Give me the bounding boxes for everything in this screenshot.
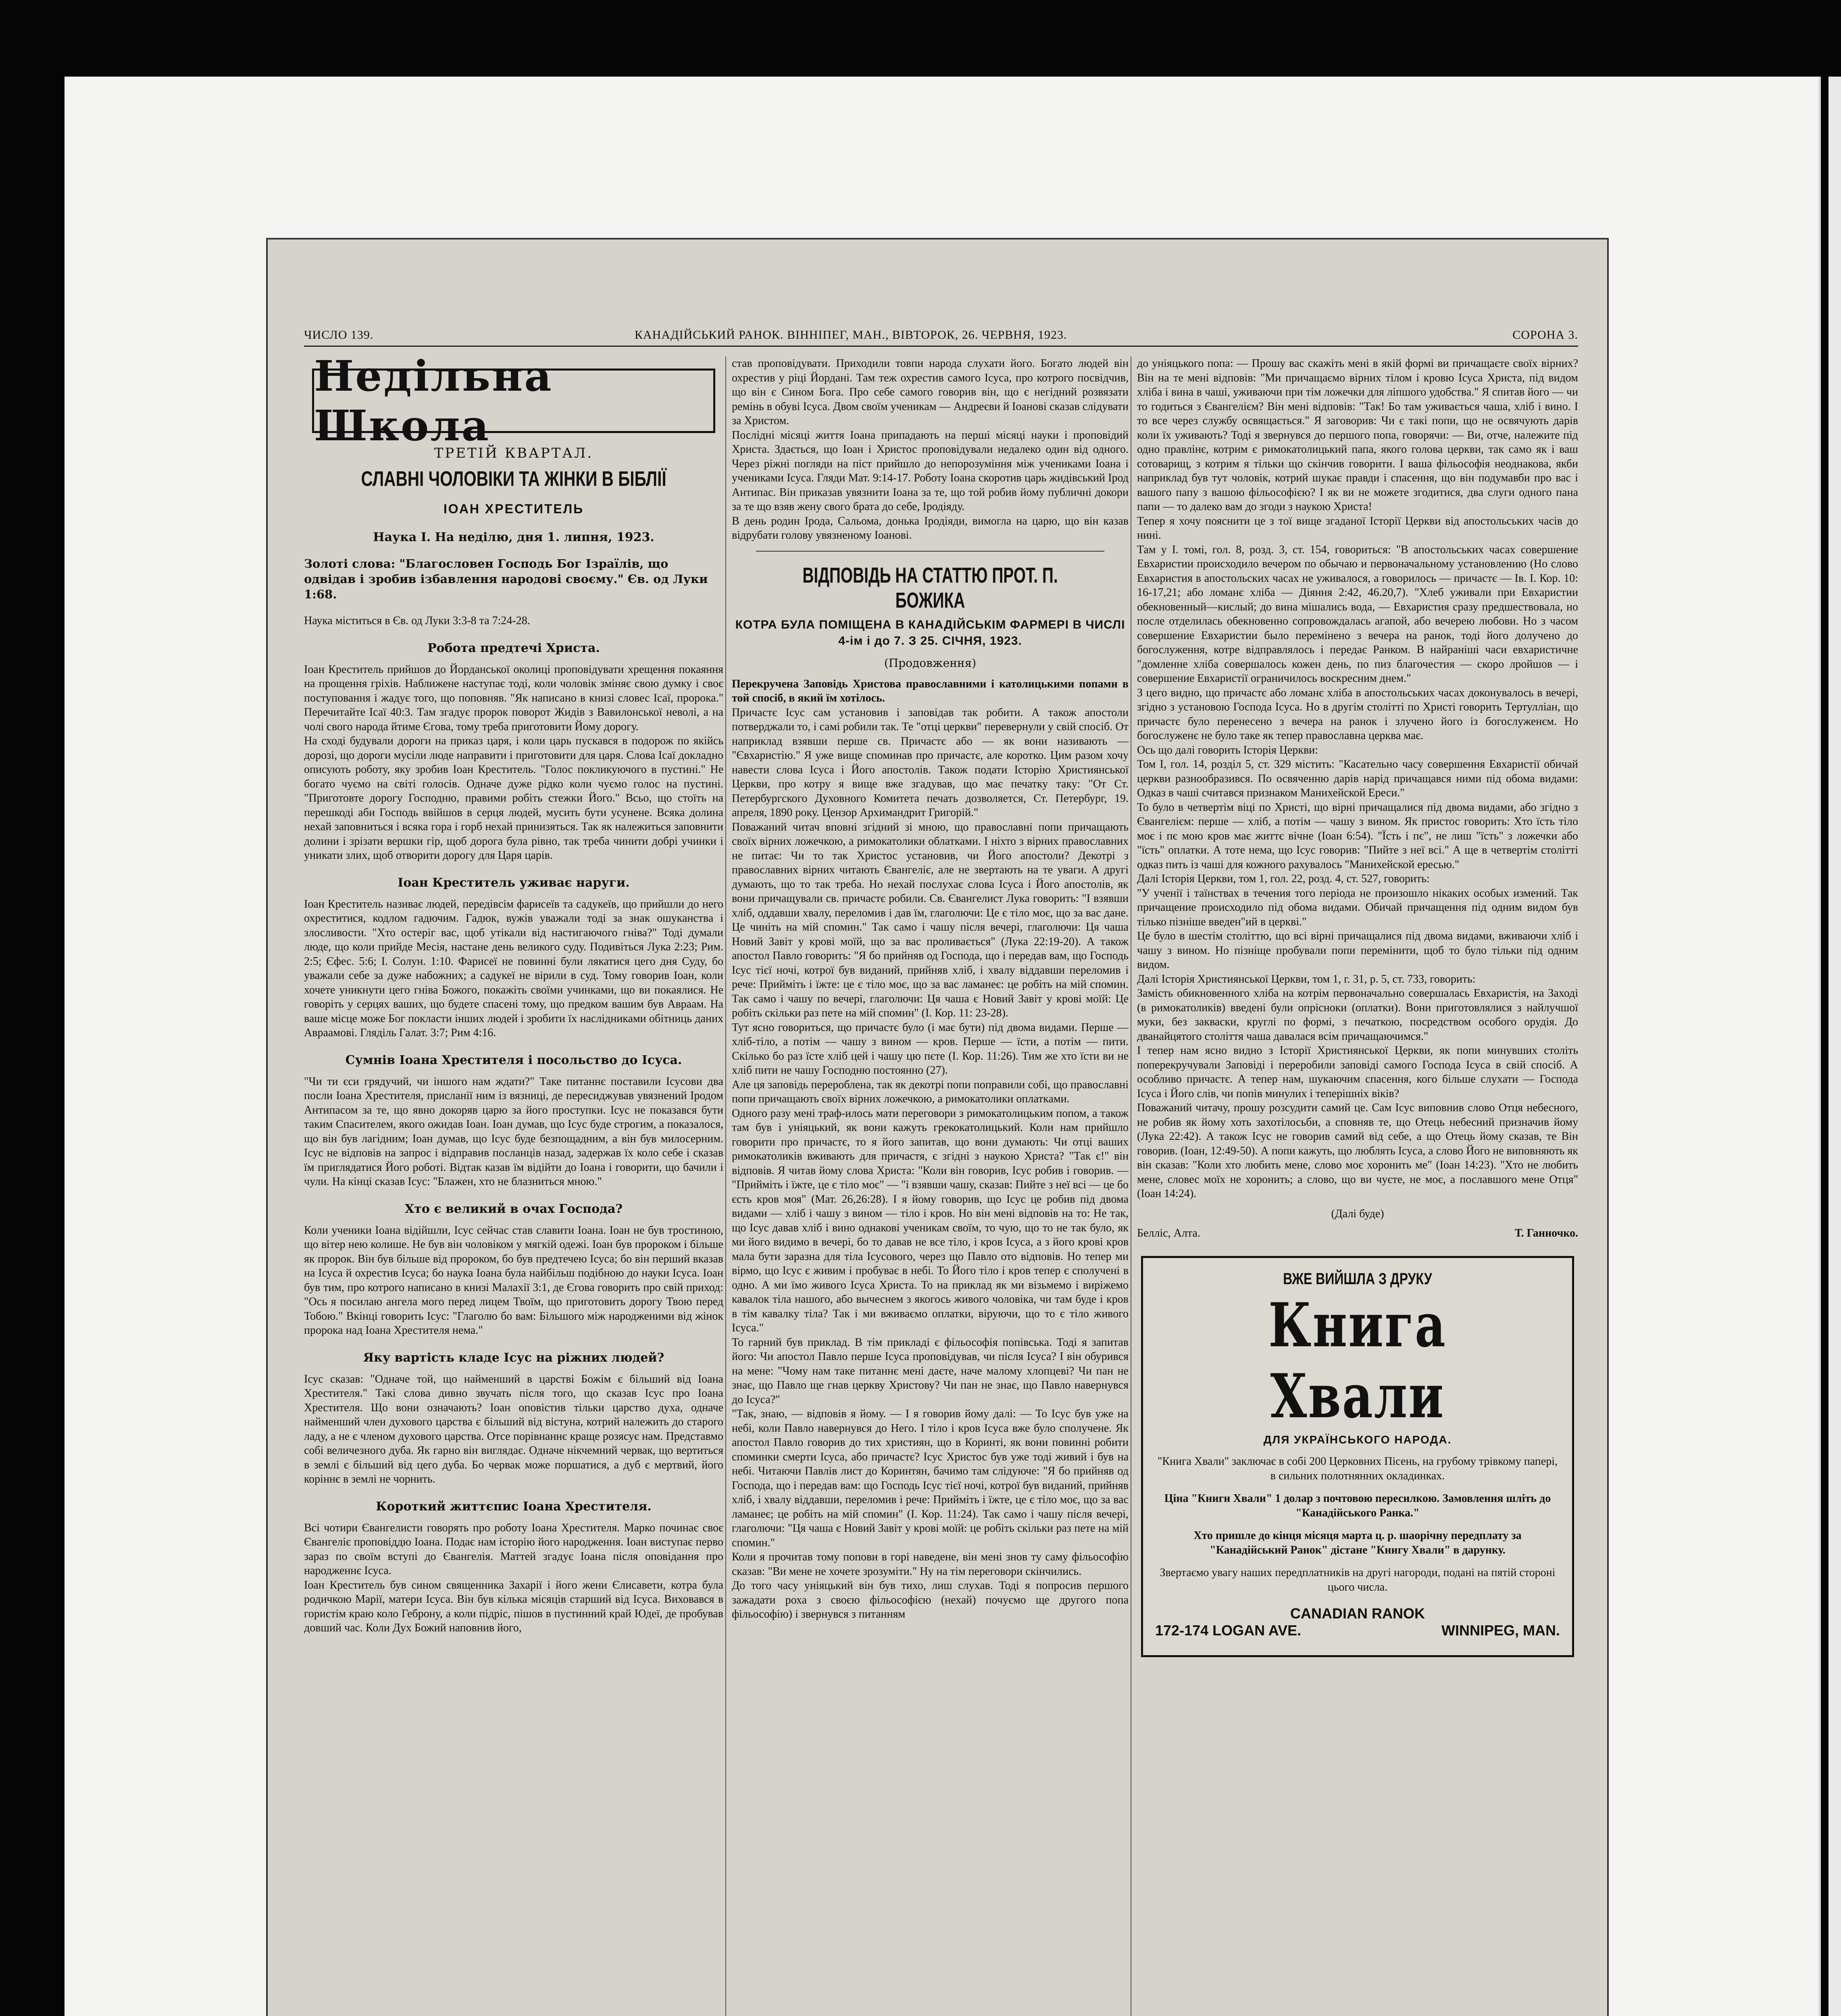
bold-intro: Перекручена Заповідь Христова православними і католицькими попами в той спосіб, в який їм хотілось. (732, 677, 1129, 704)
paragraph: Поважаний читачу, прошу розсудити самий це. Сам Ісус виповнив слово Отця небесного, не робив як йому хоть захотілосьби, а сповняв те, що Отець небесний призначив йому (Лука 22:42). А також Ісус не говорив самий від себе, а що Отець йому сказав, те Він говорив. (Іоан, 12:49-50). А попи кажуть, що люблять Ісуса, а слово Його не виповняють як він сказав: "Коли хто любить мене, слово моє хоронить ме" (Іоан 14:23). "Хто не любить мене, словес моїх не хоронить; а слово, що ви чуєте, не моє, а пославшого мене Отця" (Іоан 14:24). (1137, 1102, 1578, 1200)
ad-address (1155, 1605, 1560, 1639)
newspaper-page (266, 238, 1609, 2016)
to-be-continued: (Далі буде) (1331, 1207, 1384, 1220)
quarter-label: ТРЕТІЙ КВАРТАЛ. (434, 445, 594, 461)
section-title: Хто є великий в очах Господа? (405, 1202, 623, 1216)
page-header (304, 324, 1578, 347)
paragraph: "У ученії і таїнствах в течения того періода не произошло нікаких особых измений. Так причащение происходило під обома видами. Обичай причащення під одним видом був тілько пізніше введен"ий в церкві." (1137, 887, 1578, 928)
paragraph: В день родин Ірода, Сальома, донька Іродіяди, вимогла на царю, що він казав відрубати голову увязненому Іоанові. (732, 514, 1129, 541)
paragraph: Коли я прочитав тому попови в горі наведене, він мені знов ту саму фільософію сказав: "Ви мене не хочете зрозуміти." Ну на тім переговори скінчились. (732, 1551, 1129, 1578)
column-sunday-school (304, 356, 723, 2016)
column-reply-article (725, 356, 1129, 2016)
paragraph: Там у І. томі, гол. 8, розд. 3, ст. 154, говориться: "В апостольських часах совершение Евхаристии происходило вечером по обычаю и первоначальному установлению (Но слово Евхаристия в апостольских часах не уживалося, а говорилось — причастє — Ів. І. Кор. 10: 16-17,21; або ломанє хліба — Діяння 2:42, 46.20,7). "Хлеб уживали при Евхаристии обекновенный—кислый; до вина мішались вода, — Евхаристия сразу предшествовала, но после отделилась обекновенно сопровождалась агапой, або вечерею любови. Но з часом совершение Евхаристии было перемінено з вечера на ранок, тоді його долучено до богослуження, котре відправлялось і передає Ранком. В найраніші часи евхаристичне "домленне хліба совершалось кожен день, по пиз благочестия — скоро лройшов — і совершение Евхаристії ограничилось воскресним днем." (1137, 543, 1578, 685)
paragraph: Далі Історія Християнської Церкви, том 1, г. 31, р. 5, ст. 733, говорить: (1137, 973, 1476, 985)
lesson-date: Наука І. На неділю, дня 1. липня, 1923. (373, 530, 654, 544)
book-advertisement (1141, 1256, 1574, 1657)
paragraph: Тепер я хочу пояснити це з тої вище згаданої Історії Церкви від апостольських часів до нині. (1137, 514, 1578, 541)
column-reply-continued (1131, 356, 1578, 2016)
paragraph: Але ця заповідь перероблена, так як декотрі попи поправили собі, що православні попи причащають своїх вірних ложечкою, а римокатолики оплатками. (732, 1078, 1129, 1105)
article-signoff (1137, 1227, 1578, 1240)
ad-price: Ціна "Книги Хвали" 1 долар з почтовою пересилкою. Замовлення шліть до "Канадійського Ранка." (1164, 1492, 1551, 1519)
paragraph: До того часу уніяцький він був тихо, лиш слухав. Тоді я попросив першого зажадати роха з своєю фільософією (нехай) почуємо ще другого попа фільософію) і звернувся з питанням (732, 1579, 1129, 1620)
section-title: Робота предтечі Христа. (427, 641, 600, 655)
paragraph: Іоан Креститель був сином священника Захарії і його жени Єлисавети, котра була родичкою Марії, матери Ісуса. Він був кілька місяців старший від Ісуса. Виховався в гористім краю коло Геброну, а коли підріс, пішов в пустинний край Юдеї, де пробував довший час. Коли Дух Божий наповнив його, (304, 1579, 723, 1634)
issue-number: ЧИСЛО 139. (304, 328, 374, 342)
section-title: Сумнів Іоана Хрестителя і посольство до Ісуса. (345, 1053, 682, 1067)
paragraph: став проповідувати. Приходили товпи народа слухати його. Богато людей він охрестив у ріці Йордані. Там теж охрестив самого Ісуса, про котрого посвідчив, що він є Сином Бога. Про себе самого говорив він, що є негідний розвязати ремінь в обуві Ісуса. Двом своїм ученикам — Андреєви й Іоанові сказав слідувати за Христом. (732, 357, 1129, 427)
page-number: СОРОНА 3. (1512, 328, 1578, 342)
paragraph: З цего видно, що причастє або ломанє хліба в апостольських часах доконувалось в вечері, згідно з установою Господа Ісуса. Но в другім столітті по Христі говорить Тертулліан, що причастє було перенесено з вечера на ранок і злучено його із богослуженєм. Но богослуженє не було таке як тепер православна церква має. (1137, 686, 1578, 742)
ad-street: 172-174 LOGAN AVE. (1155, 1622, 1302, 1639)
paragraph: Іоан Креститель називає людей, передівсім фарисеїв та садукеїв, що прийшли до него охреститися, кодлом гадючим. Гадюк, вужів уважали тоді за знак ошуканства і злосливости. "Хто остеріг вас, щоб утікали від настигаючого гніва?" Тоді думали люде, що коли прийде Месія, настане день великого суду. Подивіться Лука 2:23; Рим. 2:5; Єфес. 5:6; І. Солун. 1:10. Фарисеї не повинні були лякатися цего дня Суду, бо уважали себе за дуже набожних; а садукеї не вірили в суд. Тому говорив Іоан, коли хочете уникнути цего гніва Божого, покажіть своїми учинками, що ви покаялися. Не говоріть у серцях ваших, що будете спасені тому, що предком вашим був Авраам. На ваше місце може Бог покласти інших людей і зробити їх наслідниками обітниць даних Авраамові. Гляділь Галат. 3:7; Рим 4:16. (304, 898, 723, 1039)
paragraph: Тут ясно говориться, що причастє було (і має бути) під двома видами. Перше — хліб-тіло, а потім — чашу з вином — кров. Перше — їсти, а потім — пити. Скілько бо раз їсте хліб цей і чашу цю пєте (І. Кор. 11:26). Тим же хто їсти ви не хліб пити не чашу Господню постоянно (27). (732, 1021, 1129, 1077)
paragraph: Ісус сказав: "Одначе той, що найменший в царстві Божім є більший від Іоана Хрестителя." Такі слова дивно звучать після того, що сказав Ісус про Іоана Хрестителя. Що вони означають? Іоан оповістив тільки царство духа, одначе найменший член духового царства є більший від вістуна, котрий належить до старого ладу, а не є членом духового царства. Отсе порівнаннє краще розясує нам. Представмо собі величезного дуба. Як гарно він виглядає. Одначе нікчемний червак, що вертиться в землі є більший від цего дуба. Бо червак може поршатися, а дуб є мертвий, його коріннє в землі не чорнить. (304, 1372, 723, 1485)
ad-pre-title: ВЖЕ ВИЙШЛА З ДРУКУ (1283, 1270, 1432, 1288)
section-title: Короткий життєпис Іоана Хрестителя. (376, 1499, 652, 1514)
paragraph: І тепер нам ясно видно з Історії Християнської Церкви, як попи минувших століть поперекручували Заповіді і переробили заповіді самого Господа Ісуса в свій спосіб. А особливо причастє. А тепер нам, шукаючим спасення, кого більше слухати — Господа Ісуса і Його слів, чи попів минулих і теперішніх віків? (1137, 1044, 1578, 1100)
paragraph: Це було в шестім століттю, що всі вірні причащалися під двома видами, вживаючи хліб і чашу з вином. Но пізніще пробували попи перемінити, щоб то було тільки під одним видом. (1137, 930, 1578, 971)
paragraph: Послідні місяці життя Іоана припадають на перші місяці науки і проповідий Христа. Здається, що Іоан і Христос проповідували недалеко один від одного. Через ріжні погляди на піст прийшло до непорозуміння між учениками Іоана і учениками Ісуса. Гляди Мат. 9:14-17. Роботу Іоана скоротив царь жидівський Ірод Антипас. Він приказав увязнити Іоана за те, що той робив йому публичні докори за те що взяв жену свого брата до себе, Іродіяду. (732, 429, 1129, 513)
lesson-series-headline: СЛАВНІ ЧОЛОВІКИ ТА ЖІНКИ В БІБЛІЇ (361, 467, 666, 491)
author-name: Т. Ганночко. (1514, 1227, 1578, 1239)
paragraph: Коли ученики Іоана відійшли, Ісус сейчас став славити Іоана. Іоан не був тростиною, що вітер нею колише. Не був він чоловіком у мягкій одежі. Іоан був пророком і більше як пророк. Він був більше від пророком, бо був предтечею Ісуса; бо він перший вказав на Ісуса й охрестив Ісуса; бо наука Іоана була найбільш подібною до науки Ісуса. Іоан був тим, про котрого написано в книзі Малахії 3:1, де Єгова говорить про свій приход: "Ось я посилаю ангела мого перед лицем Твоїм, що приготовить дорогу Твою перед Тобою." Вкінці говорить Ісус: "Глаголю бо вам: Більшого між народженими від жінок пророка над Іоана Хрестителя нема." (304, 1224, 723, 1337)
sunday-school-masthead: Недільна Школа (312, 369, 715, 433)
continuation-note: (Продовження) (884, 656, 977, 670)
paragraph: "Так, знаю, — відповів я йому. — І я говорив йому далі: — То Ісус був уже на небі, коли Павло навернувся до Него. І тіло і кров Ісуса вже було сполучене. Як апостол Павло говорив до тих християн, що в Коринті, як вони повинні робити споминки смерти Ісуса, або причастє? Ісус Христос був уже тоді живий і був на небі. Читаючи Павлів лист до Коринтян, бачимо там слідуюче: "Я бо прийняв од Господа, що і передав вам: що Господь Ісус тієї ночі, котрої був виданий, прийняв хліб, і хвалу віддавши, переломив і рече: Прийміть і їжте, це є тіло моє, що за вас ламанеє; це робіть на мій спомин" (І. Кор. 11:24). Так само і чашу після вечері, глаголючи: "Ця чаша є Новий Завіт у крові моїй: це робіть скільки раз пете на мій спомин." (732, 1408, 1129, 1549)
reply-headline: ВІДПОВІДЬ НА СТАТТЮ ПРОТ. П. БОЖИКА (802, 563, 1058, 612)
ad-city: WINNIPEG, MAN. (1441, 1622, 1560, 1639)
paragraph: То гарний був приклад. В тім прикладі є фільософія попівська. Тоді я запитав його: Чи апостол Павло перше Ісуса проповідував, чи після Ісуса? І він обурився на мене: "Чому нам таке питаннє мені даєте, наче малому хлопцеві? Чи пан не знає, що Павло ще гнав церкву Христову? Чи пан не знає, що Павло навернувся до Ісуса?" (732, 1336, 1129, 1406)
paragraph: Причастє Ісус сам установив і заповідав так робити. А також апостоли потверджали то, і самі робили так. Те "отці церкви" перевернули у свій спосіб. От наприклад взявши перше св. Причастє або — як вони називають — "Євхаристію." Я уже вище споминав про причастє, але коротко. Цим разом хочу навести слова Ісуса і Його апостолів. Також подати Історію Християнської Церкви, про котру я вище вже згадував, що має печатку таку: "От Ст. Петербургского Духовного Комитета печать дозволяется, Ст. Петербург, 19. апреля, 1890 року. Цензор Архимандрит Григорій." (732, 706, 1129, 819)
ad-subtitle: ДЛЯ УКРАЇНСЬКОГО НАРОДА. (1263, 1433, 1452, 1446)
reply-subheadline: КОТРА БУЛА ПОМІЩЕНА В КАНАДІЙСЬКІМ ФАРМЕРІ В ЧИСЛІ 4-ім і до 7. З 25. СІЧНЯ, 1923. (735, 618, 1125, 648)
paragraph: до уніяцького попа: — Прошу вас скажіть мені в якій формі ви причащаєте своїх вірних? Він на те мені відповів: "Ми причащаємо вірних тілом і кровю Ісуса Христа, під видом хліба і вина в чаші, уживаючи при тім ложечки для ліпшого удобства." Я спитав його — чи то годиться з Євангелієм? Він мені відповів: "Так! Бо там уживається чаша, хліб і вино. І то все через службу освящається." Я заговорив: Чи є такі попи, що не освячують дарів коли їх уживають? Тоді я звернувся до першого попа, говорячи: — Ви, отче, належите під одно правлінє, котрим є римокатолицький папа, якого голова церкви, так само як і ваш сотоварищ, з котрим я тільки що скінчив говорити. І ваша фільософія неоднакова, якби наприклад був тут чоловік, котрий шукає правди і спасення, що він подумавби про вас і вашого папу з вашою фільософією? І як ви не можете згодитися, два слуги одного пана папи — то далеко вам до згоди з наукою Христа! (1137, 357, 1578, 513)
paragraph: Одного разу мені траф-илось мати переговори з римокатолицьким попом, а також там був і уніяцький, як вони кажуть грекокатолицький. Коли нам прийшло говорити про причастє, то я його запитав, що вони думають: Чи отці ваших римокатоликів вживають для причастя, є згідні з наукою Христа? "Так є!" він відповів. Я читав йому слова Христа: "Коли він говорив, Ісус робив і говорив. — "Прийміть і їжте, це є тіло моє" — "і взявши чашу, сказав: Пийте з неї всі — це бо єсть кров моя" (Мат. 26,26:28). І я йому говорив, що Ісус це робив під двома видами — хліб і чашу з вином — тіло і кров. Но він мені відповів на то: Не так, що Ісус давав хліб і вино однакові ученикам своїм, то чую, що то не так було, як ми його видимо в вечері, бо то давав не все тіло, і кров Ісуса, а з його крові кров мала бути заразна для тіла Ісусового, через що Павло ото відповів. Но тепер ми вірмо, що Ісус є живим і пробуває в небі. То Його тіло і кров тепер є сполучені в одно. А ми їмо живого Ісуса Христа. То на приклад як ми візьмемо і виріжемо кавалок тіла нашого, або вычеснем з якогось живого чоловіка, чи там буде і кров в тім кавалку тіла? Так і ми вживаємо оплатки, віруючи, що то є тіло живого Ісуса." (732, 1107, 1129, 1334)
paragraph: Поважаний читач вповні згідний зі мною, що православні попи причащають своїх вірних ложечкою, а римокатолики облатками. І ніхто з вірних православних не питає: Чи то так Христос установив, чи Його апостоли? Декотрі з православних вірних читають Євангеліє, але не звертають на те уваги. А другі думають, що то так треба. Но нехай послухає слова Ісуса і Його апостолів, як вони причащували св. причастє робили. Св. Євангелист Лука говорить: "І взявши хліб, оддавши хвалу, переломив і дав їм, глаголючи: Це є тіло моє, що за вас дане. Це чиніть на мій спомин." Так само і чашу після вечері, глаголючи: Ця чаша Новий Завіт у крові моїй, що за вас проливається" (Лука 22:19-20). А також апостол Павло говорить: "Я бо прийняв од Господа, що і передав вам, що Господь Ісус тієї ночі, котрої був виданий, прийняв хліб, і хвалу віддавши переломив і рече: Прийміть і їжте: це є тіло моє, що за вас ламанеє: це робіть на мій спомин. Так само і чашу по вечері, глаголючи: Ця чаша є Новий Завіт у крові моїй: Це робіть скільки раз пете на мій спомин" (І. Кор. 11: 23-28). (732, 821, 1129, 1019)
scripture-reference: Наука міститься в Єв. од Луки 3:3-8 та 7:24-28. (304, 614, 530, 627)
film-edge (1829, 77, 1841, 2016)
lesson-subject: ІОАН ХРЕСТИТЕЛЬ (443, 502, 584, 516)
paragraph: Том І, гол. 14, розділ 5, ст. 329 містить: "Касательно часу совершення Евхаристії обичай церкви разнообразився. По освяченню дарів нарід причащався ними під обома видами: Одказ в чаші считався признаком Манихейской Ереси." (1137, 758, 1578, 799)
paragraph: Всі чотири Євангелисти говорять про роботу Іоана Хрестителя. Марко починає своє Євангеліє проповіддю Іоана. Подає нам історію його народження. Іоан виступає перво зараз по своїм вступі до Євангелія. Маттей згадує Іоана після оповідання про народженнє Ісуса. (304, 1521, 723, 1577)
newspaper-dateline: КАНАДІЙСЬКИЙ РАНОК. ВІННІПЕГ, МАН., ВІВТОРОК, 26. ЧЕРВНЯ, 1923. (635, 328, 1067, 342)
ad-publisher: CANADIAN RANOK (1290, 1605, 1425, 1622)
ad-note: Звертаємо увагу наших передплатників на другі нагороди, подані на пятій стороні цього числа. (1160, 1566, 1556, 1593)
golden-words: Золоті слова: "Благословен Господь Бог Ізраїлів, що одвідав і зробив ізбавлення народові своєму." Єв. од Луки 1:68. (304, 557, 708, 601)
header-rule (304, 346, 1578, 347)
section-title: Яку вартість кладе Ісус на ріжних людей? (363, 1350, 664, 1365)
paragraph: То було в четвертім віці по Христі, що вірні причащалися під двома видами, або згідно з Євангелієм: перше — хліб, а потім — чашу з вином. Як пристос говорить: Хто їсть тіло моє і пє мою кров має життє вічне (Іоан 6:54). "Їсть і пє", не лиш "їсть" з ложечки або "їсть" оплатки. А тоте нема, що Ісус говорив: "Пийте з неї всі." А ще в четвертім столітті одказ пить із чаші для кожного рахувалось "Манихейской ересью." (1137, 801, 1578, 871)
paragraph: На сході будували дороги на приказ царя, і коли царь пускався в подорож по якійсь дорозі, що дороги мусіли люде направити і приготовити для царя. Слова Ісаї докладно описують роботу, яку зробив Іоан Креститель. "Голос покликуючого в пустині." Не богато чуємо на світі голосів. Одначе дуже рідко коли чуємо голос на пустині. "Приготовте дорогу Господню, правими робіть стежки Його." Всьо, що стоїть на перешкоді аби Господь ввійшов в серця людей, мусить бути усунене. Всяка долина нехай заповниться і всяка гора і горб нехай принизяться. Так як належиться заповнити долини і зрізати вершки гір, щоб дорога була рівно, так треба чинити добрі учинки і уникати злих, щоб отворити дорогу для Царя царів. (304, 735, 723, 862)
ad-offer: Хто пришле до кінця місяця марта ц. р. шаорічну передплату за "Канадійський Ранок" дістане "Книгу Хвали" в дарунку. (1193, 1529, 1522, 1556)
ad-description: "Книга Хвали" заключає в собі 200 Церковних Пісень, на грубому трівкому папері, в сильних полотнянних окладинках. (1158, 1455, 1558, 1482)
section-title: Іоан Креститель уживає наруги. (398, 875, 630, 890)
author-place: Белліс, Алта. (1137, 1227, 1200, 1239)
paragraph: Іоан Креститель прийшов до Йорданської околиці проповідувати хрещення покаяння на прощення гріхів. Наближене наступає тоді, коли чоловік зміняє свою думку і своє поступовання і жадує того, що поповняв. "Як написано в книзі словес Ісаї, пророка." Перечитайте Ісаї 40:3. Там згадує пророк поворот Жидів з Вавилонської неволі, а на чолі свого народа йтиме Єгова, тому треба приготовити Йому дорогу. (304, 663, 723, 733)
divider (756, 551, 1104, 552)
paragraph: Далі Історія Церкви, том 1, гол. 22, розд. 4, ст. 527, говорить: (1137, 873, 1430, 885)
paragraph: "Чи ти єси грядучий, чи іншого нам ждати?" Таке питаннє поставили Ісусови два посли Іоана Хрестителя, присланії ним із вязниці, де пересиджував увязнений Іродом Антипасом за те, що явно докоряв царю за його проступки. Ісус не показався бути таким Спасителем, якого ожидав Іоан. Іоан думав, що Ісус буде строгим, а показалося, що він був лагідним; Іоан думав, що Ісус буде безпощадним, а він був милосерним. Ісус не відповів на запрос і відправив посланців назад, задержав їх коло себе і сказав їм приглядатися Його роботі. Відтак казав їм відійти до Іоана і говорити, що бачили і чули. На кінці сказав Ісус: "Блажен, хто не блазниться мною." (304, 1075, 723, 1188)
paragraph: Замість обикновенного хліба на котрім первоначально совершалась Евхаристія, на Заході (в римокатоликів) введені були опрісноки (оплатки). Вони приготовлялися з найлучшої муки, без закваски, круглі по формі, з печаткою, посредством особого орудія. До дванайцятого століття чаша давалася всім причащаючимся." (1137, 987, 1578, 1043)
ad-title: Книга Хвали (1268, 1289, 1447, 1432)
paragraph: Ось що далі говорить Історія Церкви: (1137, 744, 1318, 756)
